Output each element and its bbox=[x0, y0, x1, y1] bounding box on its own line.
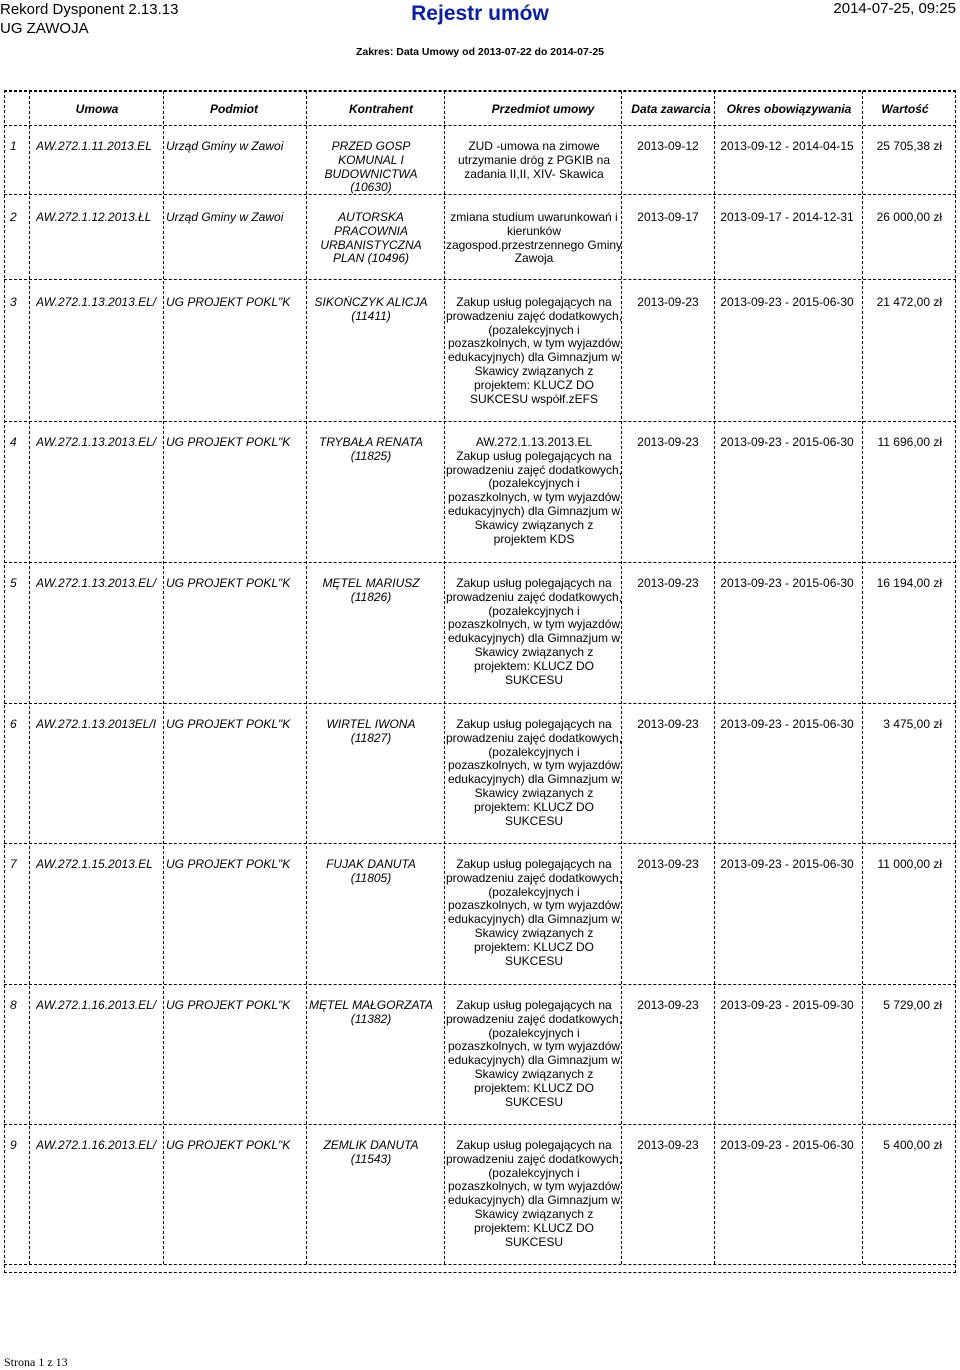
print-timestamp: 2014-07-25, 09:25 bbox=[833, 0, 956, 17]
contractor-line: (11543) bbox=[350, 1151, 392, 1166]
contract-date: 2013-09-23 bbox=[637, 999, 699, 1012]
col-header-okres: Okres obowiązywania bbox=[726, 102, 852, 116]
subject-line: SUKCESU bbox=[504, 813, 563, 828]
contract-date: 2013-09-23 bbox=[637, 436, 699, 449]
subject-line: pozaszkolnych, w tym wyjazdów bbox=[447, 898, 621, 913]
organization-name: UG ZAWOJA bbox=[0, 20, 89, 37]
contract-date: 2013-09-23 bbox=[637, 718, 699, 731]
subject-line: Skawicy związanych z bbox=[474, 517, 594, 532]
validity-period: 2013-09-23 - 2015-06-30 bbox=[720, 1139, 854, 1152]
subject-line: (pozalekcyjnych i bbox=[488, 603, 580, 618]
subject-line: edukacyjnych) dla Gimnazjum w bbox=[447, 631, 621, 646]
column-separator bbox=[862, 91, 863, 1264]
subject-line: Skawicy związanych z bbox=[474, 785, 594, 800]
subject-line: Skawicy związanych z bbox=[474, 1066, 594, 1081]
contract-number: AW.272.1.15.2013.EL bbox=[36, 858, 153, 871]
contractor-line: (11411) bbox=[351, 308, 391, 323]
subject-line: prowadzeniu zajęć dodatkowych, bbox=[445, 1151, 623, 1166]
row-number: 3 bbox=[10, 296, 17, 309]
subject-line: projektem: KLUCZ DO bbox=[473, 1080, 595, 1095]
subject-line: SUKCESU bbox=[504, 953, 563, 968]
contractor-line: PRZED GOSP bbox=[331, 140, 411, 153]
subject-line: zadania II,II, XIV- Skawica bbox=[464, 166, 604, 181]
subject-line: Zakup usług polegających na bbox=[456, 296, 612, 309]
subject-line: SUKCESU bbox=[504, 672, 563, 687]
contract-value: 25 705,38 zł bbox=[876, 140, 942, 153]
subject-line: edukacyjnych) dla Gimnazjum w bbox=[447, 350, 621, 365]
contract-value: 5 729,00 zł bbox=[883, 999, 942, 1012]
contract-subject bbox=[436, 577, 632, 687]
contractor-line: AUTORSKA bbox=[338, 211, 404, 224]
entity-name: UG PROJEKT POKL"K bbox=[166, 999, 291, 1012]
contractor-name bbox=[302, 999, 440, 1027]
validity-period: 2013-09-23 - 2015-06-30 bbox=[720, 296, 854, 309]
contract-subject bbox=[436, 296, 632, 406]
subject-line: kierunków bbox=[506, 223, 562, 238]
subject-line: Skawicy związanych z bbox=[474, 925, 594, 940]
row-number: 8 bbox=[10, 999, 17, 1012]
contract-subject bbox=[436, 1139, 632, 1249]
row-number: 1 bbox=[10, 140, 17, 153]
contractor-line: WIRTEL IWONA bbox=[326, 718, 416, 731]
row-separator bbox=[4, 194, 956, 195]
subject-line: Zakup usług polegających na bbox=[456, 999, 612, 1012]
column-separator bbox=[29, 91, 30, 1264]
contractor-name bbox=[302, 211, 440, 266]
subject-line: edukacyjnych) dla Gimnazjum w bbox=[447, 772, 621, 787]
contract-date: 2013-09-23 bbox=[637, 1139, 699, 1152]
contractor-line: MĘTEL MARIUSZ bbox=[322, 577, 420, 590]
entity-name: UG PROJEKT POKL"K bbox=[166, 718, 291, 731]
contractor-line: PRACOWNIA bbox=[333, 223, 408, 238]
contractor-name bbox=[302, 436, 440, 464]
subject-line: edukacyjnych) dla Gimnazjum w bbox=[447, 912, 621, 927]
contract-subject bbox=[436, 718, 632, 828]
subject-line: zmiana studium uwarunkowań i bbox=[450, 211, 618, 224]
contractor-name bbox=[302, 1139, 440, 1167]
subject-line: edukacyjnych) dla Gimnazjum w bbox=[447, 503, 621, 518]
col-header-podmiot: Podmiot bbox=[210, 102, 258, 116]
row-separator bbox=[4, 562, 956, 563]
contractor-name bbox=[302, 718, 440, 746]
contract-number: AW.272.1.16.2013.EL/ bbox=[36, 999, 157, 1012]
contractor-line: TRYBAŁA RENATA bbox=[318, 436, 424, 449]
contract-number: AW.272.1.11.2013.EL bbox=[36, 140, 152, 153]
contractor-line: (11805) bbox=[350, 870, 392, 885]
col-header-data: Data zawarcia bbox=[631, 102, 711, 116]
entity-name: UG PROJEKT POKL"K bbox=[166, 858, 291, 871]
contractor-name bbox=[302, 140, 440, 195]
row-separator bbox=[4, 421, 956, 422]
subject-line: projektem: KLUCZ DO bbox=[473, 1220, 595, 1235]
subject-line: Zakup usług polegających na bbox=[456, 1139, 612, 1152]
contractor-line: URBANISTYCZNA bbox=[320, 237, 422, 252]
subject-line: AW.272.1.13.2013.EL bbox=[475, 436, 593, 449]
subject-line: Zakup usług polegających na bbox=[456, 577, 612, 590]
subject-line: Zawoja bbox=[514, 251, 554, 266]
subject-line: SUKCESU współf.zEFS bbox=[469, 391, 599, 406]
subject-line: pozaszkolnych, w tym wyjazdów bbox=[447, 1039, 621, 1054]
subject-line: prowadzeniu zajęć dodatkowych, bbox=[445, 730, 623, 745]
entity-name: UG PROJEKT POKL"K bbox=[166, 436, 291, 449]
subject-line: prowadzeniu zajęć dodatkowych, bbox=[445, 589, 623, 604]
row-separator bbox=[4, 279, 956, 280]
validity-period: 2013-09-23 - 2015-06-30 bbox=[720, 858, 854, 871]
subject-line: prowadzeniu zajęć dodatkowych, bbox=[445, 462, 623, 477]
contractor-line: (11827) bbox=[350, 730, 392, 745]
contractor-line: PLAN (10496) bbox=[332, 251, 410, 266]
contract-value: 3 475,00 zł bbox=[883, 718, 942, 731]
contractor-line: ZEMLIK DANUTA bbox=[323, 1139, 419, 1152]
subject-line: prowadzeniu zajęć dodatkowych, bbox=[445, 308, 623, 323]
subject-line: pozaszkolnych, w tym wyjazdów bbox=[447, 617, 621, 632]
subject-line: SUKCESU bbox=[504, 1234, 563, 1249]
contract-number: AW.272.1.13.2013.EL/ bbox=[36, 577, 157, 590]
validity-period: 2013-09-17 - 2014-12-31 bbox=[720, 211, 854, 224]
subject-line: utrzymanie dróg z PGKIB na bbox=[457, 152, 611, 167]
contract-date: 2013-09-23 bbox=[637, 858, 699, 871]
subject-line: projektem: KLUCZ DO bbox=[473, 377, 595, 392]
row-separator bbox=[4, 703, 956, 704]
contract-date: 2013-09-23 bbox=[637, 296, 699, 309]
entity-name: UG PROJEKT POKL"K bbox=[166, 1139, 291, 1152]
subject-line: prowadzeniu zajęć dodatkowych, bbox=[445, 1011, 623, 1026]
contract-date: 2013-09-17 bbox=[637, 211, 699, 224]
validity-period: 2013-09-23 - 2015-09-30 bbox=[720, 999, 854, 1012]
subject-line: projektem: KLUCZ DO bbox=[473, 799, 595, 814]
subject-line: pozaszkolnych, w tym wyjazdów bbox=[447, 490, 621, 505]
contract-value: 21 472,00 zł bbox=[876, 296, 942, 309]
contract-number: AW.272.1.13.2013.EL/ bbox=[36, 436, 157, 449]
subject-line: Zakup usług polegających na bbox=[456, 718, 612, 731]
column-separator bbox=[306, 91, 307, 1264]
row-separator bbox=[4, 91, 956, 92]
validity-period: 2013-09-23 - 2015-06-30 bbox=[720, 436, 854, 449]
contract-value: 11 000,00 zł bbox=[877, 858, 942, 871]
contract-number: AW.272.1.13.2013EL/I bbox=[36, 718, 157, 731]
row-number: 4 bbox=[10, 436, 17, 449]
subject-line: projektem: KLUCZ DO bbox=[473, 658, 595, 673]
entity-name: UG PROJEKT POKL"K bbox=[166, 296, 291, 309]
row-separator bbox=[4, 1124, 956, 1125]
app-name: Rekord Dysponent 2.13.13 bbox=[0, 1, 179, 18]
contract-number: AW.272.1.13.2013.EL/ bbox=[36, 296, 157, 309]
contract-number: AW.272.1.12.2013.ŁL bbox=[36, 211, 152, 224]
subject-line: SUKCESU bbox=[504, 1094, 563, 1109]
row-separator bbox=[4, 1264, 956, 1265]
subject-line: zagospod.przestrzennego Gminy bbox=[445, 237, 623, 252]
col-header-umowa: Umowa bbox=[75, 102, 119, 116]
subject-line: pozaszkolnych, w tym wyjazdów bbox=[447, 1179, 621, 1194]
subject-line: Zakup usług polegających na bbox=[456, 858, 612, 871]
page-number: Strona 1 z 13 bbox=[4, 1355, 68, 1369]
contract-subject bbox=[436, 999, 632, 1109]
subject-line: (pozalekcyjnych i bbox=[488, 1025, 580, 1040]
subject-line: pozaszkolnych, w tym wyjazdów bbox=[447, 336, 621, 351]
subject-line: Skawicy związanych z bbox=[474, 1206, 594, 1221]
validity-period: 2013-09-23 - 2015-06-30 bbox=[720, 718, 854, 731]
contractor-name bbox=[302, 577, 440, 605]
contractor-name bbox=[302, 858, 440, 886]
column-separator bbox=[163, 91, 164, 1264]
contract-subject bbox=[436, 211, 632, 266]
row-number: 5 bbox=[10, 577, 17, 590]
contractor-line: (11382) bbox=[350, 1011, 392, 1026]
subject-line: projektem KDS bbox=[493, 531, 575, 546]
contractor-line: MĘTEL MAŁGORZATA bbox=[308, 999, 434, 1012]
contractor-line: BUDOWNICTWA bbox=[324, 166, 418, 181]
subject-line: ZUD -umowa na zimowe bbox=[468, 140, 600, 153]
subject-line: (pozalekcyjnych i bbox=[488, 476, 580, 491]
col-header-wartosc: Wartość bbox=[881, 102, 929, 116]
column-separator bbox=[714, 91, 715, 1264]
entity-name: Urząd Gminy w Zawoi bbox=[166, 140, 284, 153]
subject-line: (pozalekcyjnych i bbox=[488, 1165, 580, 1180]
entity-name: Urząd Gminy w Zawoi bbox=[166, 211, 284, 224]
contract-subject bbox=[436, 436, 632, 546]
subject-line: edukacyjnych) dla Gimnazjum w bbox=[447, 1193, 621, 1208]
row-separator bbox=[4, 984, 956, 985]
contractor-line: (10630) bbox=[350, 180, 392, 195]
subject-line: (pozalekcyjnych i bbox=[488, 884, 580, 899]
contract-number: AW.272.1.16.2013.EL/ bbox=[36, 1139, 157, 1152]
contractor-line: KOMUNAL I bbox=[338, 152, 404, 167]
contract-value: 11 696,00 zł bbox=[877, 436, 942, 449]
subject-line: edukacyjnych) dla Gimnazjum w bbox=[447, 1053, 621, 1068]
subject-line: Skawicy związanych z bbox=[474, 644, 594, 659]
col-header-przedmiot: Przedmiot umowy bbox=[491, 102, 595, 116]
subject-line: pozaszkolnych, w tym wyjazdów bbox=[447, 758, 621, 773]
report-title: Rejestr umów bbox=[411, 2, 549, 25]
date-range: Zakres: Data Umowy od 2013-07-22 do 2014-07-25 bbox=[355, 46, 605, 58]
subject-line: projektem: KLUCZ DO bbox=[473, 939, 595, 954]
subject-line: Skawicy związanych z bbox=[474, 363, 594, 378]
contractor-name bbox=[302, 296, 440, 324]
subject-line: (pozalekcyjnych i bbox=[488, 744, 580, 759]
contract-subject bbox=[436, 140, 632, 181]
row-number: 6 bbox=[10, 718, 17, 731]
contract-value: 26 000,00 zł bbox=[876, 211, 942, 224]
contract-value: 16 194,00 zł bbox=[876, 577, 942, 590]
contractor-line: FUJAK DANUTA bbox=[326, 858, 416, 871]
row-separator bbox=[4, 125, 956, 126]
validity-period: 2013-09-23 - 2015-06-30 bbox=[720, 577, 854, 590]
row-number: 7 bbox=[10, 858, 17, 871]
validity-period: 2013-09-12 - 2014-04-15 bbox=[720, 140, 854, 153]
row-separator bbox=[4, 843, 956, 844]
contract-date: 2013-09-12 bbox=[637, 140, 699, 153]
subject-line: prowadzeniu zajęć dodatkowych, bbox=[445, 870, 623, 885]
subject-line: Zakup usług polegających na bbox=[456, 448, 612, 463]
subject-line: (pozalekcyjnych i bbox=[488, 322, 580, 337]
entity-name: UG PROJEKT POKL"K bbox=[166, 577, 291, 590]
contractor-line: (11825) bbox=[350, 448, 392, 463]
col-header-kontrahent: Kontrahent bbox=[349, 102, 413, 116]
contract-date: 2013-09-23 bbox=[637, 577, 699, 590]
contractor-line: SIKOŃCZYK ALICJA bbox=[314, 296, 428, 309]
contractor-line: (11826) bbox=[350, 589, 392, 604]
contract-subject bbox=[436, 858, 632, 968]
row-number: 2 bbox=[10, 211, 17, 224]
contract-value: 5 400,00 zł bbox=[883, 1139, 942, 1152]
row-number: 9 bbox=[10, 1139, 17, 1152]
